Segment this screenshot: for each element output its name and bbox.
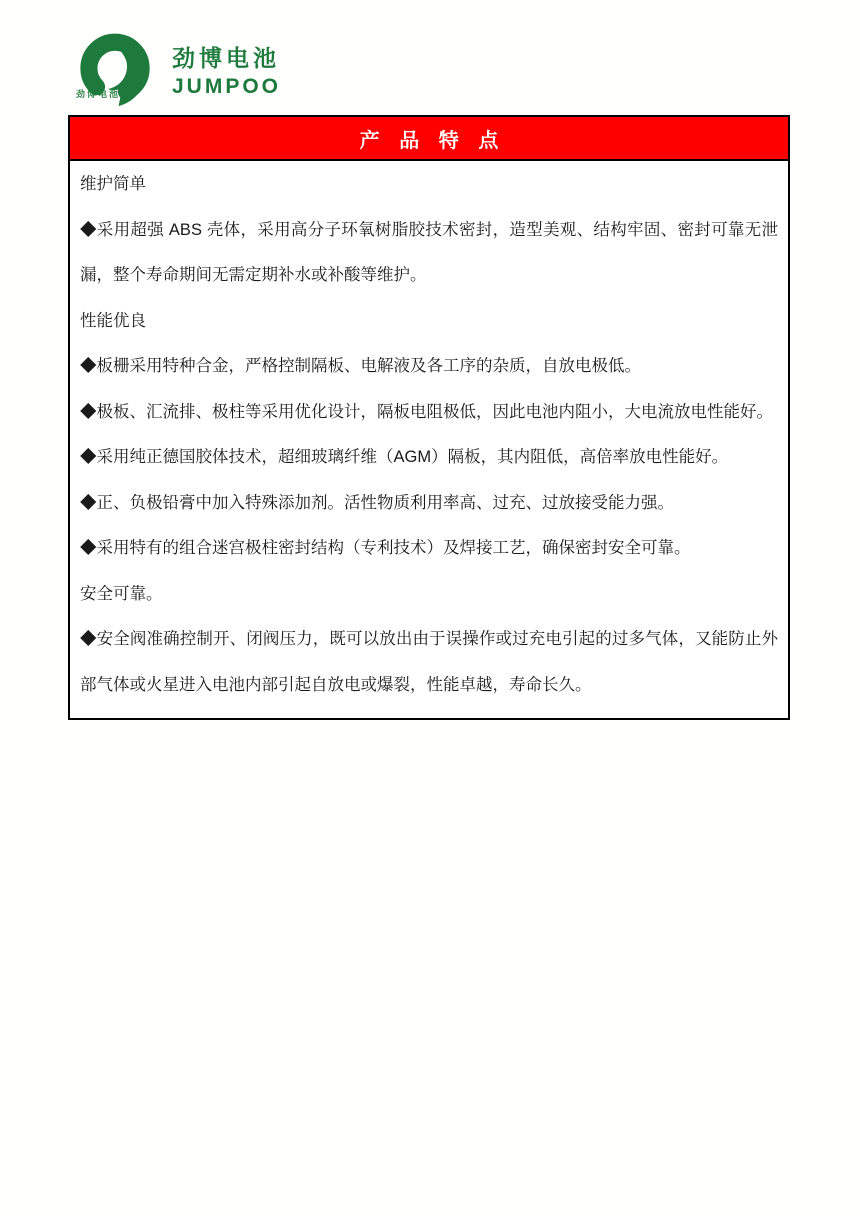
logo-icon-caption: 劲博电池 [76,89,121,99]
feature-bullet: ◆采用超强 ABS 壳体，采用高分子环氧树脂胶技术密封，造型美观、结构牢固、密封可靠无泄漏，整个寿命期间无需定期补水或补酸等维护。 [80,220,778,284]
company-logo [70,26,281,116]
feature-bullet: ◆极板、汇流排、极柱等采用优化设计，隔板电阻极低，因此电池内阻小，大电流放电性能好。 [80,402,773,421]
feature-bullet: ◆正、负极铅膏中加入特殊添加剂。活性物质利用率高、过充、过放接受能力强。 [80,493,674,512]
section-title: 产 品 特 点 [359,129,506,152]
feature-subheading: 安全可靠。 [80,584,163,603]
jumpoo-swirl-icon [70,26,160,116]
feature-text-body [70,161,788,718]
feature-subheading: 性能优良 [80,311,146,330]
feature-bullet: ◆板栅采用特种合金，严格控制隔板、电解液及各工序的杂质，自放电极低。 [80,357,641,375]
brand-name-chinese: 劲博电池 [172,45,280,71]
feature-bullet: ◆采用特有的组合迷宫极柱密封结构（专利技术）及焊接工艺，确保密封安全可靠。 [80,539,691,557]
feature-bullet: ◆安全阀准确控制开、闭阀压力，既可以放出由于误操作或过充电引起的过多气体，又能防止外部气体或火星进入电池内部引起自放电或爆裂，性能卓越，寿命长久。 [80,630,778,694]
brand-name-english: JUMPOO [172,75,282,99]
feature-bullet: ◆采用纯正德国胶体技术，超细玻璃纤维（AGM）隔板，其内阻低，高倍率放电性能好。 [80,448,729,466]
feature-subheading: 维护简单 [80,175,146,193]
section-header-bar [70,117,788,161]
brand-wordmark [172,46,281,98]
product-features-section [68,115,790,720]
